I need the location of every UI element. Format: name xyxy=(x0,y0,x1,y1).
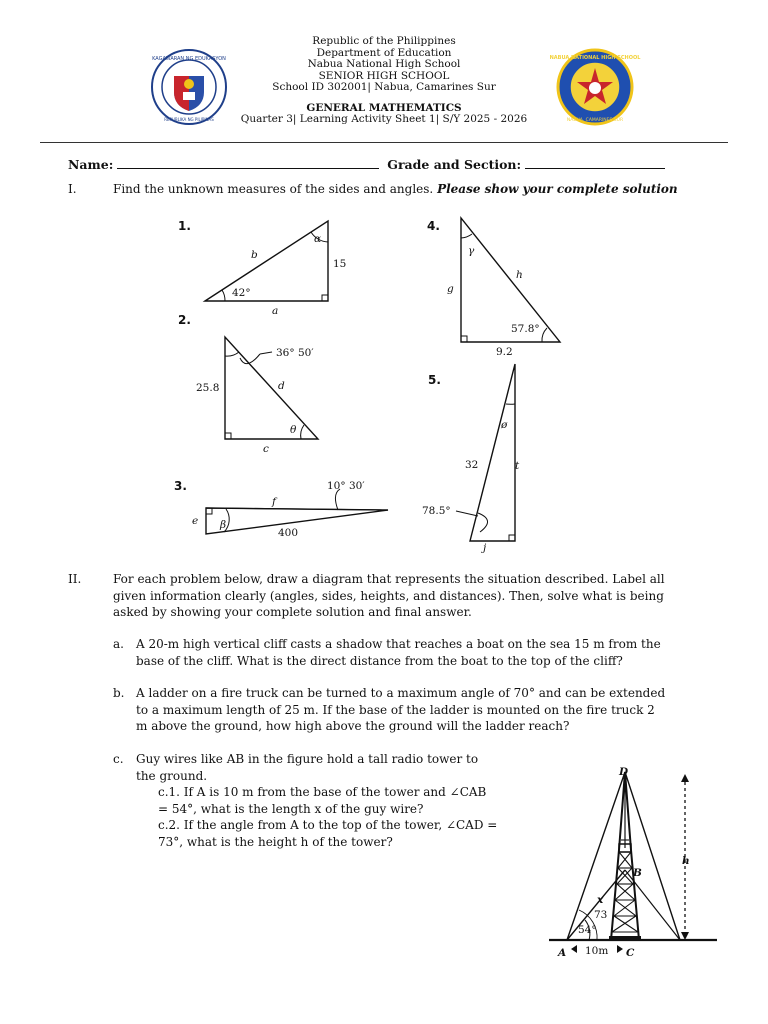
fig3-beta: β xyxy=(220,519,227,531)
header-shs: SENIOR HIGH SCHOOL xyxy=(318,69,450,82)
student-info-row xyxy=(68,157,665,172)
problem-c-subparts: c.1. If A is 10 m from the base of the tower and ∠CAB = 54°, what is the length x of the guy wire? c.2. If the angle from A to the top of the tower, ∠CAD = 73°, what is the height h of the tower? xyxy=(158,785,498,849)
problem-c: Guy wires like AB in the figure hold a tall radio tower to the ground. xyxy=(136,752,479,783)
fig3-f: f xyxy=(272,496,276,508)
fig4-g: g xyxy=(447,283,454,295)
header-school: Nabua National High School xyxy=(307,58,461,70)
fig3-number: 3. xyxy=(174,479,187,493)
fig3-angle: 10° 30′ xyxy=(327,480,365,492)
part1-instruction: Find the unknown measures of the sides and angles. Please show your complete solution xyxy=(113,182,678,196)
fig2-c: c xyxy=(263,443,269,455)
problem-a: A 20-m high vertical cliff casts a shadow that reaches a boat on the sea 15 m from the base of the cliff. What is the direct distance from the boat to the top of the cliff? xyxy=(136,637,661,668)
tower-label-A: A xyxy=(558,947,567,959)
fig1-side: 15 xyxy=(333,258,347,270)
fig2-d: d xyxy=(278,380,285,392)
problem-a-letter: a. xyxy=(113,637,124,651)
fig1-angle: 42° xyxy=(232,287,251,299)
part2-instruction: For each problem below, draw a diagram that represents the situation described. Label all given information clearly (angles, sides, heights, and distances). Then, solve what is being asked by showing your complete solution and final answer. xyxy=(113,572,665,619)
fig1-b: b xyxy=(251,249,258,261)
tower-label-B: B xyxy=(633,867,642,879)
fig1-number: 1. xyxy=(178,219,191,233)
triangle-figures xyxy=(150,206,580,556)
problem-b: A ladder on a fire truck can be turned to a maximum angle of 70° and can be extended to a maximum length of 25 m. If the base of the ladder is mounted on the fire truck 2 m above the ground, how high above the ground will the ladder reach? xyxy=(136,686,666,733)
part1-numeral: I. xyxy=(68,182,77,196)
radio-tower-figure xyxy=(545,760,720,960)
fig5-phi: ø xyxy=(501,419,508,431)
svg-text:NABUA NATIONAL HIGH SCHOOL: NABUA NATIONAL HIGH SCHOOL xyxy=(549,55,641,61)
name-label: Name: xyxy=(68,157,114,172)
header-divider xyxy=(40,142,728,143)
fig4-h: h xyxy=(516,269,523,281)
svg-text:KAGAWARAN NG EDUKASYON: KAGAWARAN NG EDUKASYON xyxy=(152,56,226,62)
fig2-left: 25.8 xyxy=(196,382,220,394)
tower-angle-54: 54° xyxy=(578,924,597,936)
fig3-base: 400 xyxy=(278,527,299,539)
fig5-left: 32 xyxy=(465,459,479,471)
fig5-triangle xyxy=(470,364,515,541)
fig5-t: t xyxy=(515,460,520,472)
part1-emphasis: Please show your complete solution xyxy=(437,182,678,196)
problem-b-letter: b. xyxy=(113,686,125,700)
fig4-angle: 57.8° xyxy=(511,323,540,335)
tower-label-h: h xyxy=(682,855,690,867)
quarter-line: Quarter 3| Learning Activity Sheet 1| S/Y 2025 - 2026 xyxy=(240,113,528,125)
tower-distance: 10m xyxy=(585,945,609,957)
part2-numeral: II. xyxy=(68,572,82,586)
fig2-theta: θ xyxy=(290,424,297,436)
problem-c-letter: c. xyxy=(113,752,124,766)
header-department: Department of Education xyxy=(316,46,452,59)
tower-label-D: D xyxy=(619,766,629,778)
svg-text:NABUA, CAMARINES SUR: NABUA, CAMARINES SUR xyxy=(566,118,624,123)
fig5-angle: 78.5° xyxy=(422,505,451,517)
fig4-base: 9.2 xyxy=(496,346,513,358)
fig2-number: 2. xyxy=(178,313,191,327)
tower-label-C: C xyxy=(626,947,635,959)
grade-section-label: Grade and Section: xyxy=(387,157,522,172)
tower-label-x: x xyxy=(597,894,604,906)
name-blank[interactable] xyxy=(117,157,379,169)
fig5-j: j xyxy=(483,542,487,554)
svg-text:REPUBLIKA NG PILIPINAS: REPUBLIKA NG PILIPINAS xyxy=(164,117,214,122)
header-school-id: School ID 302001| Nabua, Camarines Sur xyxy=(272,81,496,93)
fig4-gamma: γ xyxy=(468,245,475,257)
grade-section-blank[interactable] xyxy=(525,157,665,169)
fig1-a: a xyxy=(272,305,279,317)
fig1-alpha: α xyxy=(314,233,322,245)
fig4-number: 4. xyxy=(427,219,440,233)
letterhead xyxy=(0,36,768,126)
fig2-angle: 36° 50′ xyxy=(276,347,314,359)
fig5-number: 5. xyxy=(428,373,441,387)
tower-angle-73: 73 xyxy=(594,909,608,921)
header-republic: Republic of the Philippines xyxy=(312,35,456,47)
fig1-triangle xyxy=(205,221,328,301)
fig3-e: e xyxy=(192,515,199,527)
subject-title: GENERAL MATHEMATICS xyxy=(306,101,462,114)
